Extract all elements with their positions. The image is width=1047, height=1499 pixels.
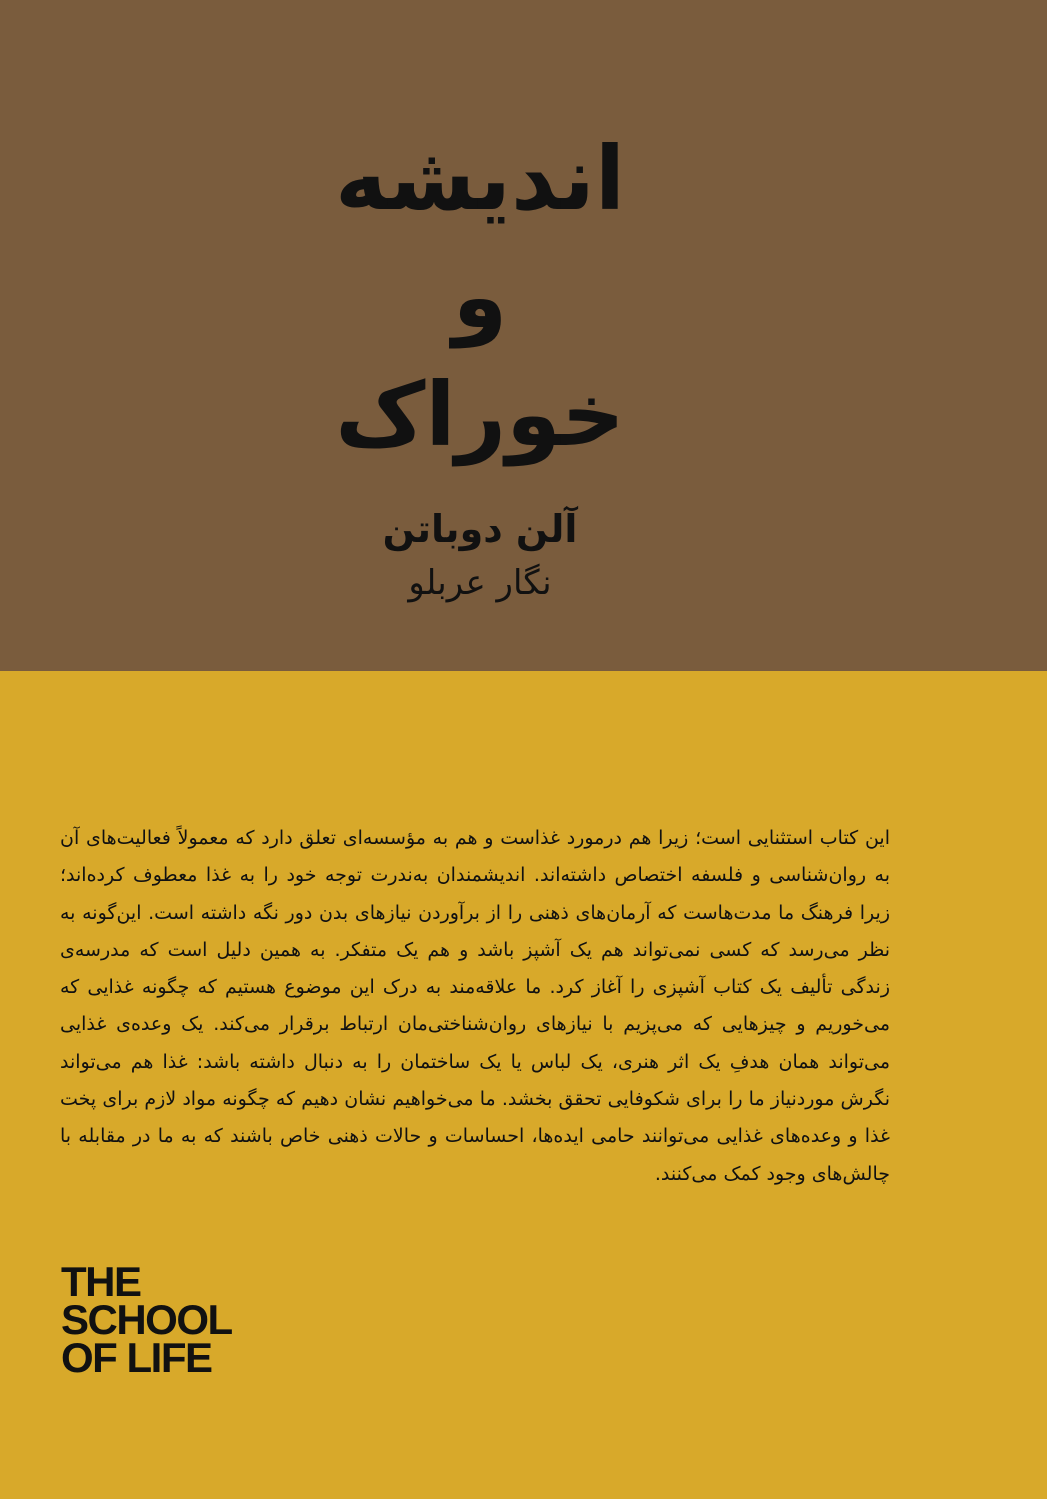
logo-line-3: OF LIFE (61, 1334, 212, 1381)
translator-name: نگار عربلو (408, 563, 552, 603)
title-line-2: و (452, 245, 508, 348)
title-line-3: خوراک (335, 363, 625, 466)
author-name: آلن دوباتن (382, 507, 578, 551)
logo-line-2: SCHOOL (61, 1296, 232, 1343)
title-line-1: اندیشه (335, 127, 625, 230)
logo-line-1: THE (61, 1258, 141, 1305)
back-blurb: این کتاب استثنایی است؛ زیرا هم درمورد غذاست و هم به مؤسسه‌ای تعلق دارد که معمولاً فعالیت‌های آن به روان‌شناسی و فلسفه اختصاص داشته‌اند. اندیشمندان به‌ندرت توجه خود را به غذا معطوف کرده‌اند؛ زیرا فرهنگ ما مدت‌هاست که آرمان‌های ذهنی را از برآوردن نیازهای بدن دور نگه داشته است. این‌گونه به نظر می‌رسد که کسی نمی‌تواند هم یک آشپز باشد و هم یک متفکر. به همین دلیل است که مدرسه‌ی زندگی تألیف یک کتاب آشپزی را آغاز کرد. ما علاقه‌مند به درک این موضوع هستیم که چگونه غذایی که می‌خوریم و چیزهایی که می‌پزیم با نیازهای روان‌شناختی‌مان ارتباط برقرار می‌کند. یک وعده‌ی غذایی می‌تواند همان هدفِ یک اثر هنری، یک لباس یا یک ساختمان را به دنبال داشته باشد: غذا هم می‌تواند نگرش موردنیاز ما را برای شکوفایی تحقق بخشد. ما می‌خواهیم نشان دهیم که چگونه مواد لازم برای پخت غذا و وعده‌های غذایی می‌توانند حامی ایده‌ها، احساسات و حالات ذهنی خاص باشند که به ما در مقابله با چالش‌های وجود کمک می‌کنند. (60, 827, 890, 1185)
publisher-logo (61, 1258, 241, 1381)
book-title (300, 120, 660, 474)
